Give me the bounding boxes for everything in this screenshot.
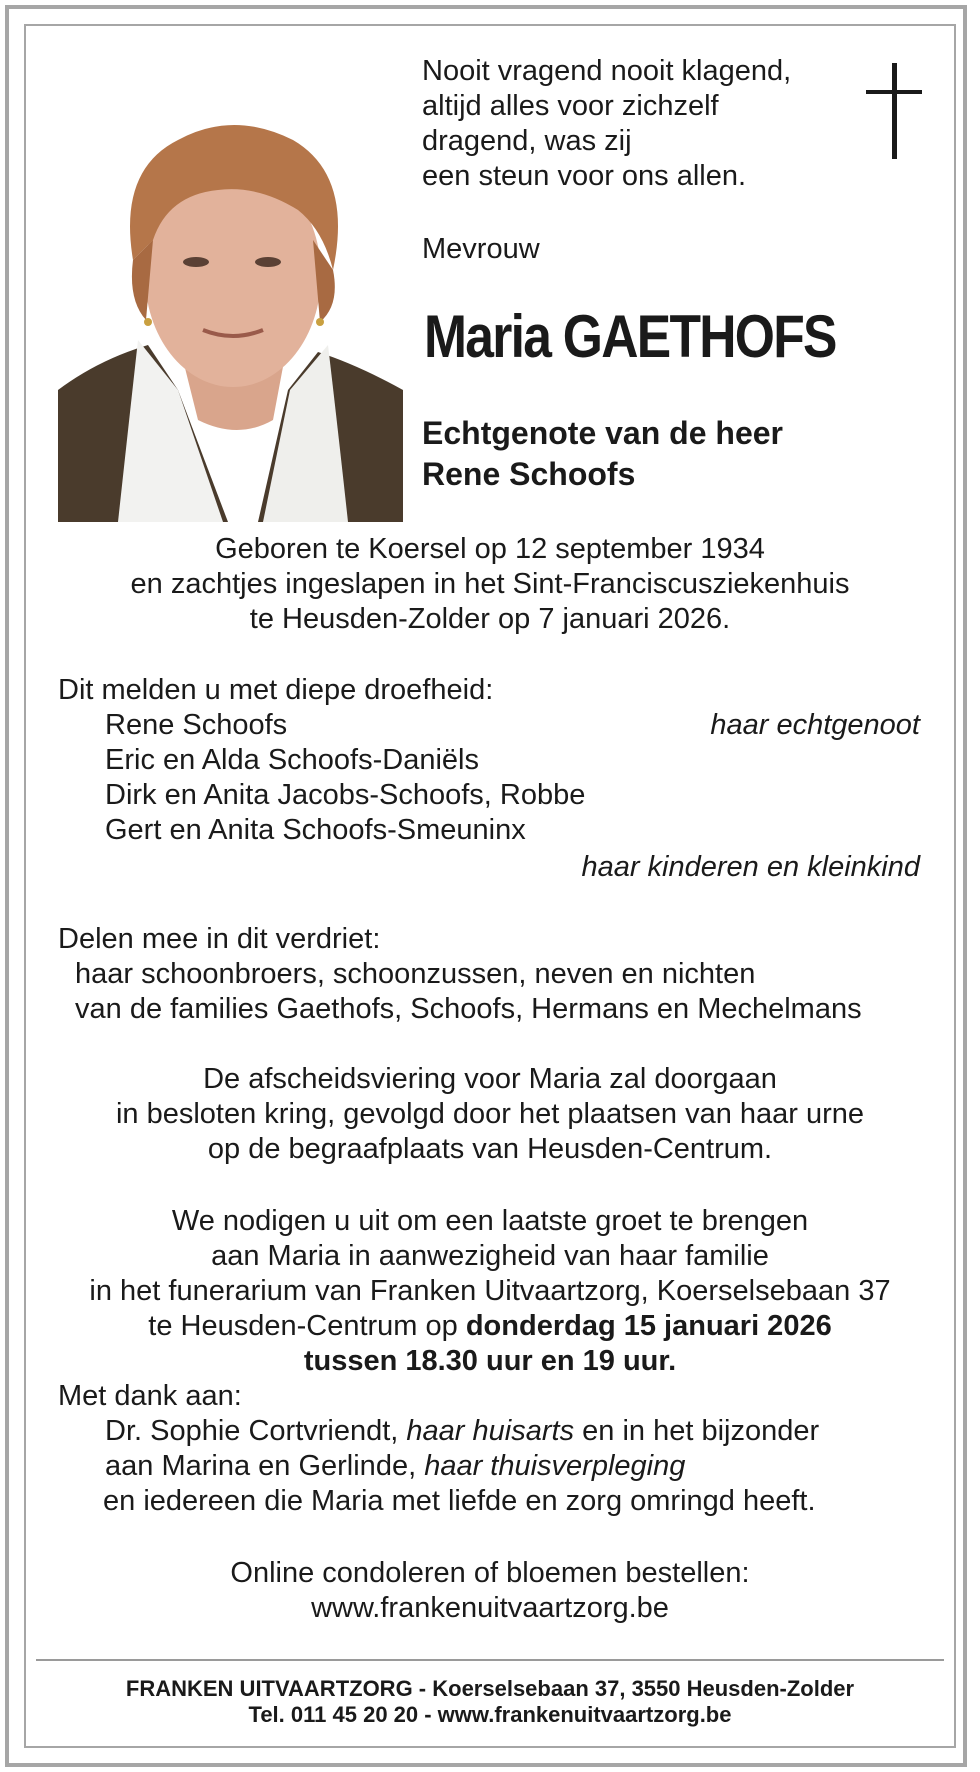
deceased-name: Maria GAETHOFS [424,303,836,370]
visit-line: aan Maria in aanwezigheid van haar familie [211,1240,769,1272]
spouse-line: Rene Schoofs [422,456,636,492]
thanks-line: en iedereen die Maria met liefde en zorg omringd heeft. [103,1485,816,1517]
poem-line: Nooit vragend nooit klagend, [422,55,792,87]
visit-line: We nodigen u uit om een laatste groet te brengen [171,1205,809,1237]
visit-line [0,1309,980,1344]
visit-line: in het funerarium van Franken Uitvaartzorg, Koerselsebaan 37 [89,1275,891,1307]
poem-line: altijd alles voor zichzelf [422,90,719,122]
birth-line: te Heusden-Zolder op 7 januari 2026. [249,603,731,635]
spouse-info [422,413,783,495]
visit-place: te Heusden-Centrum op [148,1310,466,1342]
birth-info [0,532,980,637]
spouse-line: Echtgenote van de heer [422,415,783,451]
footer-address: FRANKEN UITVAARTZORG - Koerselsebaan 37, 3550 Heusden-Zolder [125,1676,855,1701]
ceremony-line: op de begraafplaats van Heusden-Centrum. [207,1133,773,1165]
thanks-role: haar huisarts [406,1415,575,1447]
family-child: Gert en Anita Schoofs-Smeuninx [105,814,526,846]
birth-line: Geboren te Koersel op 12 september 1934 [215,533,765,565]
visit-time: tussen 18.30 uur en 19 uur. [303,1345,677,1377]
family-children-role: haar kinderen en kleinkind [581,851,920,883]
share-line: van de families Gaethofs, Schoofs, Hermans en Mechelmans [75,993,862,1025]
grief-intro: Dit melden u met diepe droefheid: [58,674,494,706]
cross-icon [866,63,922,159]
portrait-photo [58,90,403,522]
ceremony-line: De afscheidsviering voor Maria zal doorgaan [203,1063,777,1095]
thanks-line [105,1414,819,1449]
footer-divider [36,1659,944,1661]
share-intro: Delen mee in dit verdriet: [58,923,381,955]
thanks-text: en in het bijzonder [574,1415,820,1447]
ceremony-line: in besloten kring, gevolgd door het plaatsen van haar urne [115,1098,865,1130]
website-link[interactable]: www.frankenuitvaartzorg.be [311,1592,669,1624]
visit-info [0,1204,980,1379]
thanks-role: haar thuisverpleging [424,1450,686,1482]
thanks-line [105,1449,685,1484]
share-line: haar schoonbroers, schoonzussen, neven en nichten [75,958,756,990]
title-prefix: Mevrouw [422,233,540,265]
online-info [0,1556,980,1626]
thanks-text: aan Marina en Gerlinde, [105,1450,425,1482]
family-husband: Rene Schoofs [105,709,288,741]
thanks-text: Dr. Sophie Cortvriendt, [105,1415,407,1447]
birth-line: en zachtjes ingeslapen in het Sint-Franciscusziekenhuis [130,568,850,600]
footer-contact: Tel. 011 45 20 20 - www.frankenuitvaartzorg.be [248,1702,732,1727]
poem-line: dragend, was zij [422,125,632,157]
ceremony-info [0,1062,980,1167]
family-child: Dirk en Anita Jacobs-Schoofs, Robbe [105,779,586,811]
poem-line: een steun voor ons allen. [422,160,747,192]
visit-date: donderdag 15 januari 2026 [465,1310,832,1342]
thanks-intro: Met dank aan: [58,1380,242,1412]
online-line: Online condoleren of bloemen bestellen: [230,1557,750,1589]
family-child: Eric en Alda Schoofs-Daniëls [105,744,479,776]
poem [422,54,791,194]
family-husband-role: haar echtgenoot [710,709,920,741]
